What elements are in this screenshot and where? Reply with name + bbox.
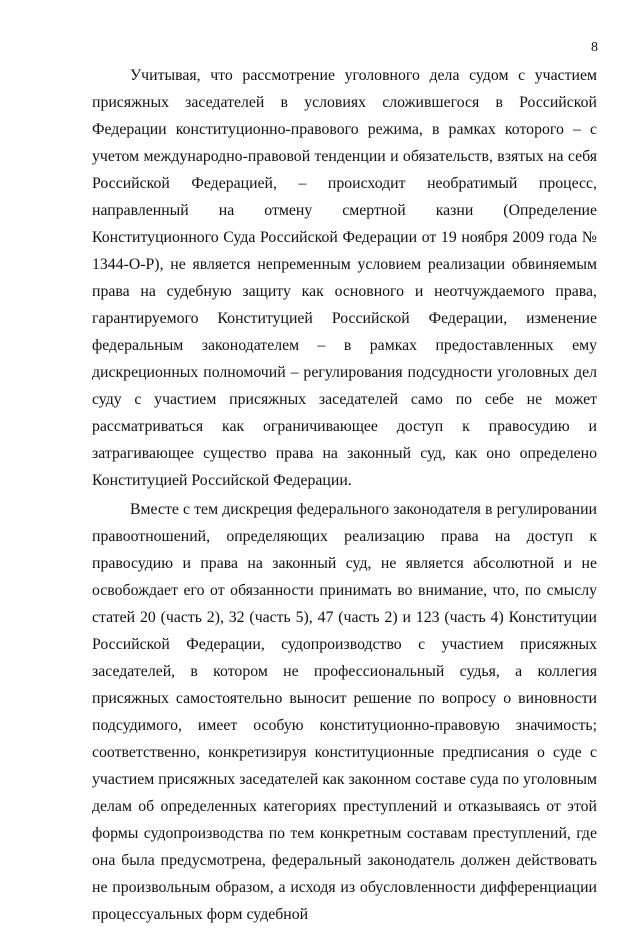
paragraph-legislator-discretion: Вместе с тем дискреция федерального законодателя в регулировании правоотношений, определяющих реализацию права на доступ к правосудию и права на законный суд, не является абсолютной и не освобождает его от обязанности принимать во внимание, что, по смыслу статей 20 (часть 2), 32 (часть 5), 47 (часть 2) и 123 (часть 4) Конституции Российской Федерации, судопроизводство с участием присяжных заседателей, в котором не профессиональный судья, а коллегия присяжных самостоятельно выносит решение по вопросу о виновности подсудимого, имеет особую конституционно-правовую значимость; соответственно, конкретизируя конституционные предписания о суде с участием присяжных заседателей как законном составе суда по уголовным делам об определенных категориях преступлений и отказываясь от этой формы судопроизводства по тем конкретным составам преступлений, где она была предусмотрена, федеральный законодатель должен действовать не произвольным образом, а исходя из обусловленности дифференциации процессуальных форм судебной — [92, 501, 597, 923]
page-number: 8 — [591, 40, 598, 55]
document-body — [92, 62, 597, 928]
paragraph-jury-trial-not-mandatory: Учитывая, что рассмотрение уголовного дела судом с участием присяжных заседателей в условиях сложившегося в Российской Федерации конституционно-правового режима, в рамках которого – с учетом международно-правовой тенденции и обязательств, взятых на себя Российской Федерацией, – происходит необратимый процесс, направленный на отмену смертной казни (Определение Конституционного Суда Российской Федерации от 19 ноября 2009 года № 1344-О-Р), не является непременным условием реализации обвиняемым права на судебную защиту как основного и неотчуждаемого права, гарантируемого Конституцией Российской Федерации, изменение федеральным законодателем – в рамках предоставленных ему дискреционных полномочий – регулирования подсудности уголовных дел суду с участием присяжных заседателей само по себе не может рассматриваться как ограничивающее доступ к правосудию и затрагивающее существо права на законный суд, как оно определено Конституцией Российской Федерации. — [92, 67, 597, 489]
